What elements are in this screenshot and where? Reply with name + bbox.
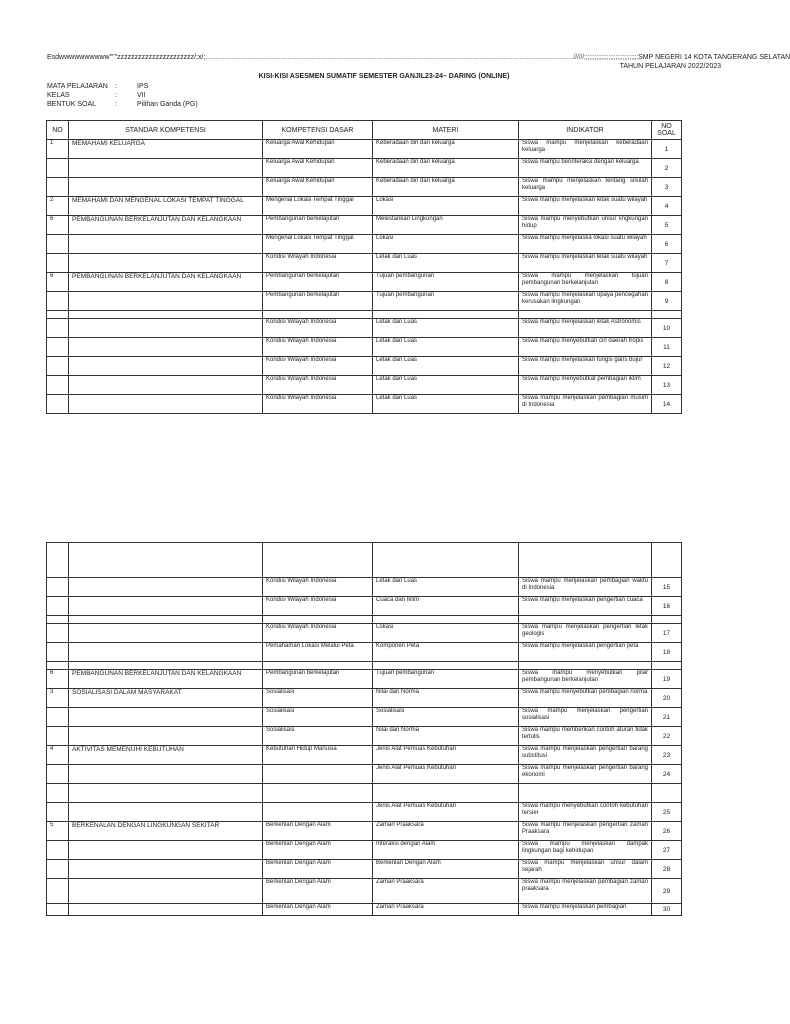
cell-no-soal: 23 [652,746,682,765]
cell-materi: Jenis Alat Pemuas Kebutuhan [373,746,519,765]
table-row [47,784,682,803]
table-row [47,624,682,643]
cell-indikator: Siswa mampu menjelaskan pengertian zaman Praaksara [519,822,652,841]
cell-materi: Keberadaan diri dan keluarga [373,178,519,197]
cell-kompetensi-dasar: Kebutuhan Hidup Manusia [263,746,373,765]
cell-indikator: Siswa mampu menjelaskan keberadaan keluarga [519,140,652,159]
cell-standar-kompetensi [69,597,263,616]
header-line [47,54,790,61]
cell-standar-kompetensi [69,311,263,319]
cell-kompetensi-dasar: Kondisi Wilayah Indonesia [263,319,373,338]
cell-indikator: Siswa mampu berinteraksi dengan keluarga [519,159,652,178]
cell-indikator: Siswa mampu menjelaskan pengertian letak geologis [519,624,652,643]
dotted-leader: ...................................................................................................................................................................................................................//////;;;;;;;;;;;;;;;;;;;;;;;;;;;;;;; [205,54,639,61]
cell-standar-kompetensi [69,292,263,311]
cell-standar-kompetensi: MEMAHAMI KELUARGA [69,140,263,159]
cell-materi: Tujuan pembangunan [373,273,519,292]
table-body-2 [47,543,682,916]
table-row [47,616,682,624]
table-row [47,727,682,746]
cell-indikator: Siswa mampu menyebutkan pilar pembangunan berkelanjutan [519,670,652,689]
cell-no: 6 [47,273,69,292]
cell-standar-kompetensi: AKTIVITAS MEMENUHI KEBUTUHAN [69,746,263,765]
cell-no-soal: 7 [652,254,682,273]
cell-kompetensi-dasar: Kondisi Wilayah Indonesia [263,338,373,357]
cell-standar-kompetensi [69,904,263,916]
cell-materi: Komponen Peta [373,643,519,662]
table-row [47,746,682,765]
cell-indikator: Siswa mampu memberikan contoh aturan tidak tertulis [519,727,652,746]
cell-no-soal: 21 [652,708,682,727]
cell-kompetensi-dasar [263,784,373,803]
cell-standar-kompetensi: PEMBANGUNAN BERKELANJUTAN DAN KELANGKAAN [69,216,263,235]
header-garble: Esdwwwwwwwwww"""zzzzzzzzzzzzzzzzzzzzzz/;x/; [47,54,206,61]
cell-no-soal: 16 [652,597,682,616]
cell-no [47,311,69,319]
cell-no-soal: 3 [652,178,682,197]
cell-materi: Letak dan Luas [373,254,519,273]
cell-materi: Zaman Praaksara [373,822,519,841]
cell-indikator: Siswa mampu menjelaskan unsur dalam sejarah [519,860,652,879]
cell-materi: Lokasi [373,197,519,216]
table-row [47,879,682,904]
cell-no-soal [652,784,682,803]
meta-value: Pilihan Ganda (PG) [137,101,198,108]
cell-materi [373,662,519,670]
cell-no: 5 [47,822,69,841]
table-row [47,822,682,841]
cell-indikator: Siswa mampu menjelaskan pengertian barang ekonomi [519,765,652,784]
cell-standar-kompetensi [69,376,263,395]
cell-materi [373,311,519,319]
cell-no-soal: 8 [652,273,682,292]
cell-kompetensi-dasar [263,543,373,578]
table-row [47,273,682,292]
cell-indikator [519,543,652,578]
cell-no [47,376,69,395]
table-row [47,140,682,159]
table-row [47,292,682,311]
cell-standar-kompetensi [69,879,263,904]
cell-indikator: Siswa mampu menyebutkan pembagian norma [519,689,652,708]
cell-no [47,765,69,784]
cell-indikator: Siswa mampu menjelaskan pengertian peta [519,643,652,662]
cell-standar-kompetensi [69,159,263,178]
cell-indikator [519,784,652,803]
table-row [47,319,682,338]
table-row [47,357,682,376]
col-header-kd: KOMPETENSI DASAR [263,121,373,140]
grid-table-1 [46,120,682,414]
cell-indikator: Siswa mampu menyebutkan unsur lingkungan hidup [519,216,652,235]
cell-standar-kompetensi: BERKENALAN DENGAN LINGKUNGAN SEKITAR [69,822,263,841]
cell-indikator: Siswa mampu menjelaskan pembagian waktu di Indonesia [519,578,652,597]
cell-no [47,803,69,822]
cell-no-soal [652,311,682,319]
cell-indikator: Siswa mampu menjelaskan pengertian cuaca [519,597,652,616]
cell-indikator: Siswa mampu menyebutkan contoh kebutuhan tersier [519,803,652,822]
cell-standar-kompetensi: PEMBANGUNAN BERKELANJUTAN DAN KELANGKAAN [69,273,263,292]
table-row [47,197,682,216]
cell-standar-kompetensi [69,841,263,860]
cell-materi: Lokasi [373,624,519,643]
meta-colon: : [115,101,117,108]
cell-kompetensi-dasar: Pembangunan berkelajutan [263,273,373,292]
cell-no-soal [652,662,682,670]
cell-indikator [519,616,652,624]
cell-no [47,543,69,578]
cell-indikator: Siswa mampu menjelaskan fungsi garis bujur [519,357,652,376]
meta-key: MATA PELAJARAN [47,83,108,90]
cell-materi: Letak dan Luas [373,319,519,338]
cell-no-soal: 24 [652,765,682,784]
cell-indikator: Siswa mampu menyebutkan ciri daerah tropis [519,338,652,357]
meta-row-subject [47,83,148,90]
cell-kompetensi-dasar: Pembangunan berkelajutan [263,670,373,689]
cell-no [47,578,69,597]
cell-kompetensi-dasar: Sosialisasi [263,727,373,746]
cell-no [47,159,69,178]
cell-no-soal: 14 [652,395,682,414]
table-row [47,311,682,319]
cell-indikator: Siswa mampu menjelaskan upaya pencegahan kerusakan lingkungan [519,292,652,311]
cell-no-soal: 28 [652,860,682,879]
cell-no-soal: 29 [652,879,682,904]
cell-indikator: Siswa mampu menjelaskan letak suatu wilayah [519,197,652,216]
cell-standar-kompetensi [69,395,263,414]
col-header-materi: MATERI [373,121,519,140]
cell-standar-kompetensi [69,662,263,670]
cell-no-soal: 1 [652,140,682,159]
cell-kompetensi-dasar [263,616,373,624]
cell-no-soal: 18 [652,643,682,662]
cell-materi: Zaman Praaksara [373,904,519,916]
cell-standar-kompetensi [69,708,263,727]
cell-kompetensi-dasar: Kondisi Wilayah Indonesia [263,597,373,616]
cell-indikator: Siswa mampu menjelaskan pembagian [519,904,652,916]
cell-no-soal: 20 [652,689,682,708]
cell-standar-kompetensi [69,357,263,376]
cell-no: 4 [47,746,69,765]
cell-standar-kompetensi [69,616,263,624]
cell-no [47,662,69,670]
cell-no: 3 [47,689,69,708]
table-row [47,841,682,860]
cell-no [47,727,69,746]
cell-kompetensi-dasar: Sosialisasi [263,708,373,727]
cell-indikator: Siswa mampu menjelaskan tujuan pembangunan berkelanjutan [519,273,652,292]
cell-standar-kompetensi [69,643,263,662]
table-row [47,643,682,662]
cell-materi: Tujuan pembangunan [373,670,519,689]
cell-no-soal: 12 [652,357,682,376]
school-name: SMP NEGERI 14 KOTA TANGERANG SELATAN [638,54,790,61]
cell-no-soal: 11 [652,338,682,357]
cell-indikator: Siswa mampu menjelaska lokasi suatu wilayah [519,235,652,254]
table-row [47,338,682,357]
cell-standar-kompetensi [69,543,263,578]
table-row [47,235,682,254]
cell-indikator: Siswa mampu menjelaskan pengertian sosialisasi [519,708,652,727]
table-row [47,662,682,670]
cell-standar-kompetensi [69,338,263,357]
page-title: KISI-KISI ASESMEN SUMATIF SEMESTER GANJIL23-24– DARING (ONLINE) [258,73,510,80]
cell-no-soal: 26 [652,822,682,841]
cell-no [47,254,69,273]
table-row [47,159,682,178]
cell-kompetensi-dasar: Sosialisasi [263,689,373,708]
cell-standar-kompetensi [69,578,263,597]
cell-kompetensi-dasar [263,765,373,784]
cell-no [47,357,69,376]
cell-standar-kompetensi [69,254,263,273]
table-row [47,254,682,273]
cell-standar-kompetensi [69,803,263,822]
cell-no [47,708,69,727]
cell-standar-kompetensi [69,235,263,254]
cell-no: 2 [47,197,69,216]
cell-standar-kompetensi [69,860,263,879]
cell-kompetensi-dasar: Mengenal Lokasi Tempat Tinggal [263,197,373,216]
cell-indikator: Siswa mampu menjelaskan pembagian zaman praaksara [519,879,652,904]
cell-materi [373,784,519,803]
cell-kompetensi-dasar: Berkenlan Dengan Alam [263,879,373,904]
cell-no: 6 [47,216,69,235]
cell-standar-kompetensi [69,727,263,746]
cell-indikator: Siswa mampu menjelaskan letak Astronomis [519,319,652,338]
cell-no [47,643,69,662]
table-row [47,860,682,879]
col-header-no-soal: NO SOAL [652,121,682,140]
school-year: TAHUN PELAJARAN 2022/2023 [619,63,721,70]
cell-kompetensi-dasar: Kondisi Wilayah Indonesia [263,254,373,273]
cell-no-soal [652,543,682,578]
cell-indikator: Siswa mampu menjelaskan tentang silsilah keluarga [519,178,652,197]
meta-value: VII [137,92,146,99]
cell-materi [373,543,519,578]
cell-standar-kompetensi [69,319,263,338]
cell-no [47,841,69,860]
cell-indikator: Siswa mampu menjelaskan letak suatu wilayah [519,254,652,273]
cell-standar-kompetensi: MEMAHAMI DAN MENGENAL LOKASI TEMPAT TINGGAL [69,197,263,216]
cell-materi [373,616,519,624]
cell-kompetensi-dasar: Kondisi Wilayah Indonesia [263,578,373,597]
cell-no [47,616,69,624]
cell-kompetensi-dasar: Mengenal Lokasi Tempat Tinggal [263,235,373,254]
cell-kompetensi-dasar: Kondisi Wilayah Indonesia [263,357,373,376]
cell-kompetensi-dasar: Pembangunan berkelajutan [263,292,373,311]
cell-materi: Lokasi [373,235,519,254]
cell-no-soal: 2 [652,159,682,178]
cell-materi: Interaksi dengan Alam [373,841,519,860]
cell-standar-kompetensi [69,784,263,803]
grid-table-2 [46,542,682,916]
meta-colon: : [115,92,117,99]
cell-indikator [519,311,652,319]
cell-indikator: Siswa mampu menjelaskan dampak lingkungan bagi kehidupan [519,841,652,860]
cell-no-soal [652,616,682,624]
cell-no-soal: 5 [652,216,682,235]
meta-value: IPS [137,83,149,90]
cell-no-soal: 27 [652,841,682,860]
cell-materi: Nilai dan Norma [373,727,519,746]
cell-materi: Zaman Praaksara [373,879,519,904]
cell-no-soal: 10 [652,319,682,338]
cell-no [47,395,69,414]
cell-materi: Sosialisasi [373,708,519,727]
table-row [47,803,682,822]
table-row [47,216,682,235]
cell-kompetensi-dasar: Pemahaman Lokasi Melalui Peta [263,643,373,662]
cell-standar-kompetensi [69,765,263,784]
meta-row-class [47,92,146,99]
cell-no-soal: 15 [652,578,682,597]
cell-no-soal: 25 [652,803,682,822]
cell-no: 1 [47,140,69,159]
cell-materi: Tujuan pembangunan [373,292,519,311]
cell-indikator [519,662,652,670]
cell-indikator: Siswa mampu menjelaskan pembagian musim di Indonesia [519,395,652,414]
cell-kompetensi-dasar: Berkenlan Dengan Alam [263,822,373,841]
table-row [47,178,682,197]
table-row [47,904,682,916]
cell-no [47,784,69,803]
cell-materi: Nilai dan Norma [373,689,519,708]
cell-no [47,904,69,916]
cell-kompetensi-dasar: Keluarga Awal Kehidupan [263,178,373,197]
cell-kompetensi-dasar [263,311,373,319]
cell-materi: Berkenlan Dengan Alam [373,860,519,879]
cell-materi: Jenis Alat Pemuas Kebutuhan [373,765,519,784]
cell-materi: Jenis Alat Pemuas Kebutuhan [373,803,519,822]
cell-no [47,338,69,357]
cell-standar-kompetensi [69,624,263,643]
table-header-row [47,121,682,140]
table-row [47,597,682,616]
col-header-indikator: INDIKATOR [519,121,652,140]
cell-standar-kompetensi [69,178,263,197]
cell-materi: Letak dan Luas [373,338,519,357]
cell-kompetensi-dasar: Berkenlan Dengan Alam [263,860,373,879]
cell-kompetensi-dasar: Berkenlan Dengan Alam [263,841,373,860]
table-row [47,708,682,727]
table-row [47,543,682,578]
cell-no-soal: 9 [652,292,682,311]
cell-kompetensi-dasar: Pembangunan berkelajutan [263,216,373,235]
cell-no-soal: 17 [652,624,682,643]
cell-no [47,292,69,311]
cell-no [47,319,69,338]
cell-no [47,178,69,197]
cell-standar-kompetensi: PEMBANGUNAN BERKELANJUTAN DAN KELANGKAAN [69,670,263,689]
cell-indikator: Siswa mampu menjelaskan pengertian barang substitusi [519,746,652,765]
cell-materi: Cuaca dan Iklim [373,597,519,616]
cell-kompetensi-dasar: Berkenlan Dengan Alam [263,904,373,916]
cell-no [47,860,69,879]
table-row [47,689,682,708]
table-row [47,578,682,597]
meta-key: KELAS [47,92,70,99]
cell-kompetensi-dasar: Keluarga Awal Kehidupan [263,140,373,159]
cell-kompetensi-dasar: Keluarga Awal Kehidupan [263,159,373,178]
cell-materi: Letak dan Luas [373,376,519,395]
table-row [47,395,682,414]
cell-no-soal: 19 [652,670,682,689]
cell-kompetensi-dasar [263,662,373,670]
cell-kompetensi-dasar: Kondisi Wilayah Indonesia [263,376,373,395]
cell-no [47,624,69,643]
meta-key: BENTUK SOAL [47,101,97,108]
col-header-sk: STANDAR KOMPETENSI [69,121,263,140]
cell-materi: Letak dan Luas [373,578,519,597]
cell-materi: Melestarikan Lingkungan [373,216,519,235]
meta-colon: : [115,83,117,90]
cell-standar-kompetensi: SOSIALISASI DALAM MASYARAKAT [69,689,263,708]
cell-no-soal: 22 [652,727,682,746]
table-row [47,765,682,784]
cell-materi: Letak dan Luas [373,357,519,376]
meta-row-question-type [47,101,198,108]
cell-kompetensi-dasar: Kondisi Wilayah Indonesia [263,395,373,414]
cell-no [47,879,69,904]
cell-no [47,235,69,254]
table-row [47,670,682,689]
cell-materi: Letak dan Luas [373,395,519,414]
cell-no [47,597,69,616]
cell-no-soal: 6 [652,235,682,254]
cell-kompetensi-dasar [263,803,373,822]
cell-no: 6 [47,670,69,689]
col-header-no: NO [47,121,69,140]
table-row [47,376,682,395]
cell-materi: Keberadaan diri dan keluarga [373,140,519,159]
cell-no-soal: 4 [652,197,682,216]
table-body-1 [47,140,682,414]
cell-indikator: Siswa mampu menyebutkat pembagian iklim [519,376,652,395]
cell-no-soal: 30 [652,904,682,916]
cell-kompetensi-dasar: Kondisi Wilayah Indonesia [263,624,373,643]
cell-materi: Keberadaan diri dan keluarga [373,159,519,178]
cell-no-soal: 13 [652,376,682,395]
